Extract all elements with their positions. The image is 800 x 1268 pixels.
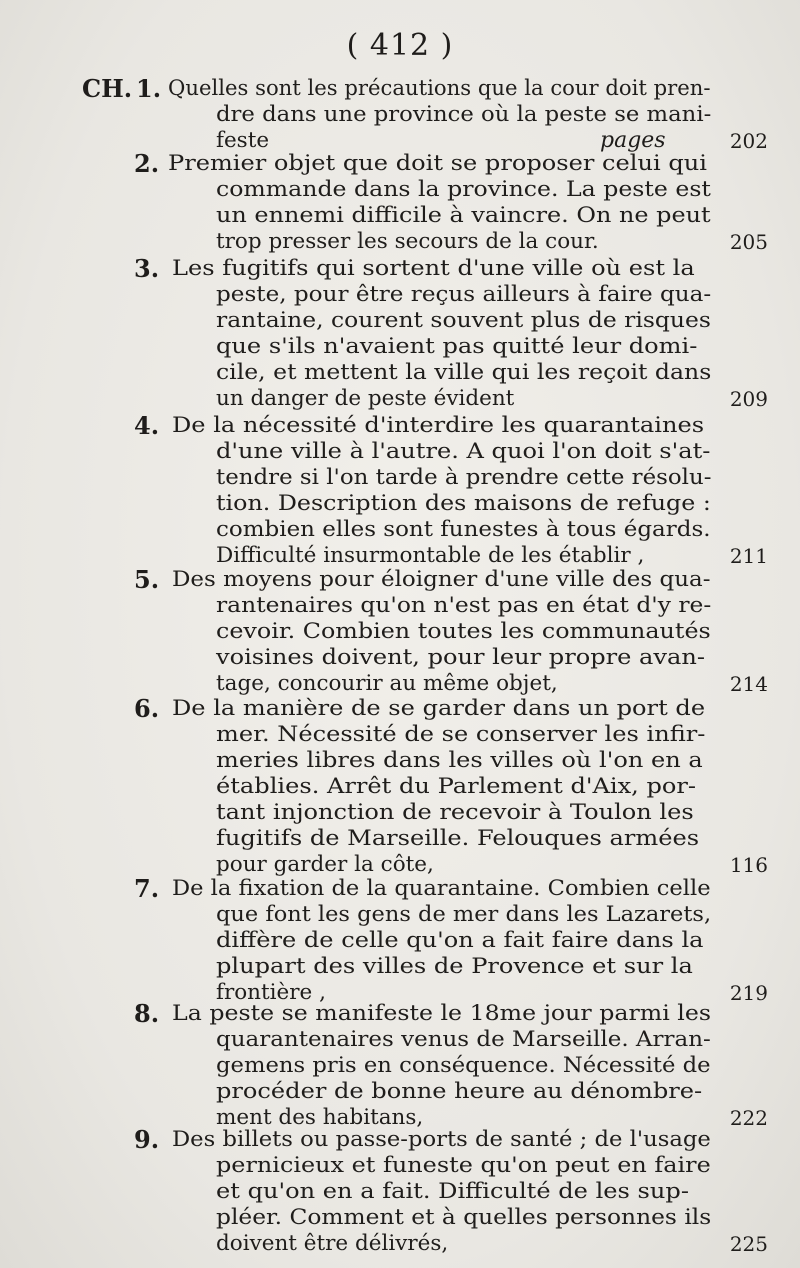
entry-line: La peste se manifeste le 18me jour parmi les (172, 1001, 711, 1026)
entry-line: De la manière de se garder dans un port de (172, 696, 706, 721)
page-reference: 205 (729, 230, 768, 254)
entry-line: commande dans la province. La peste est (216, 177, 711, 202)
chapter-number: 1. (136, 74, 162, 103)
entry-line: pernicieux et funeste qu'on peut en faire (216, 1153, 711, 1178)
entry-line: plupart des villes de Provence et sur la (216, 954, 693, 979)
entry-line: De la nécessité d'interdire les quarantaines (172, 413, 705, 438)
entry-line: pléer. Comment et à quelles personnes ils (216, 1205, 712, 1230)
entry-line: tendre si l'on tarde à prendre cette résolu- (216, 465, 712, 490)
entry-line: trop presser les secours de la cour. (216, 229, 599, 254)
page-number: ( 412 ) (346, 28, 454, 63)
entry-line: quarantenaires venus de Marseille. Arran- (216, 1027, 711, 1052)
chapter-number: 8. (134, 999, 160, 1028)
entry-line: gemens pris en conséquence. Nécessité de (216, 1053, 711, 1078)
entry-line: que s'ils n'avaient pas quitté leur domi- (216, 334, 698, 359)
entry-line: ment des habitans, (216, 1105, 424, 1130)
chapter-number: 3. (134, 254, 160, 283)
entry-line: dre dans une province où la peste se mani- (216, 102, 712, 127)
entry-line: feste (216, 128, 270, 153)
entry-line: mer. Nécessité de se conserver les infir- (216, 722, 706, 747)
page-reference: 222 (729, 1106, 768, 1130)
chapter-number: 6. (134, 694, 160, 723)
chapter-abbrev: CH. (82, 74, 133, 103)
entry-line: Quelles sont les précautions que la cour doit pren- (168, 76, 711, 101)
entry-line: doivent être délivrés, (216, 1231, 449, 1256)
chapter-number: 5. (134, 565, 160, 594)
chapter-number: 4. (134, 411, 160, 440)
entry-line: Premier objet que doit se proposer celui qui (168, 151, 707, 176)
entry-line: tage, concourir au même objet, (216, 671, 558, 696)
entry-line: pour garder la côte, (216, 852, 434, 877)
entry-line: Difficulté insurmontable de les établir , (216, 543, 645, 568)
chapter-number: 7. (134, 874, 160, 903)
entry-line: tant injonction de recevoir à Toulon les (216, 800, 694, 825)
page-reference: 116 (729, 853, 768, 877)
entry-line: d'une ville à l'autre. A quoi l'on doit s'at- (216, 439, 711, 464)
entry-line: un ennemi difficile à vaincre. On ne peut (216, 203, 711, 228)
entry-line: et qu'on en a fait. Difficulté de les sup- (216, 1179, 689, 1204)
entry-line: frontière , (216, 980, 326, 1005)
entry-line: que font les gens de mer dans les Lazarets, (216, 902, 712, 927)
entry-line: procéder de bonne heure au dénombre- (216, 1079, 703, 1104)
entry-line: voisines doivent, pour leur propre avan- (216, 645, 706, 670)
entry-line: fugitifs de Marseille. Felouques armées (216, 826, 700, 851)
entry-line: peste, pour être reçus ailleurs à faire qua- (216, 282, 712, 307)
entry-line: Les fugitifs qui sortent d'une ville où est la (172, 256, 695, 281)
pages-word: pages (600, 128, 666, 153)
entry-line: combien elles sont funestes à tous égards. (216, 517, 711, 542)
entry-line: rantaine, courent souvent plus de risques (216, 308, 711, 333)
page-reference: 219 (729, 981, 768, 1005)
chapter-number: 2. (134, 149, 160, 178)
page-reference: 202 (729, 129, 768, 153)
page-reference: 211 (729, 544, 768, 568)
entry-line: établies. Arrêt du Parlement d'Aix, por- (216, 774, 697, 799)
entry-line: un danger de peste évident (216, 386, 515, 411)
page-reference: 214 (729, 672, 768, 696)
entry-line: De la fixation de la quarantaine. Combien celle (172, 876, 711, 901)
page-reference: 209 (729, 387, 768, 411)
entry-line: cile, et mettent la ville qui les reçoit dans (216, 360, 712, 385)
page-reference: 225 (729, 1232, 768, 1256)
entry-line: rantenaires qu'on n'est pas en état d'y re- (216, 593, 712, 618)
entry-line: tion. Description des maisons de refuge : (216, 491, 711, 516)
entry-line: Des billets ou passe-ports de santé ; de l'usage (172, 1127, 711, 1152)
entry-line: Des moyens pour éloigner d'une ville des qua- (172, 567, 711, 592)
entry-line: cevoir. Combien toutes les communautés (216, 619, 711, 644)
chapter-number: 9. (134, 1125, 160, 1154)
entry-line: diffère de celle qu'on a fait faire dans la (216, 928, 704, 953)
entry-line: meries libres dans les villes où l'on en a (216, 748, 703, 773)
